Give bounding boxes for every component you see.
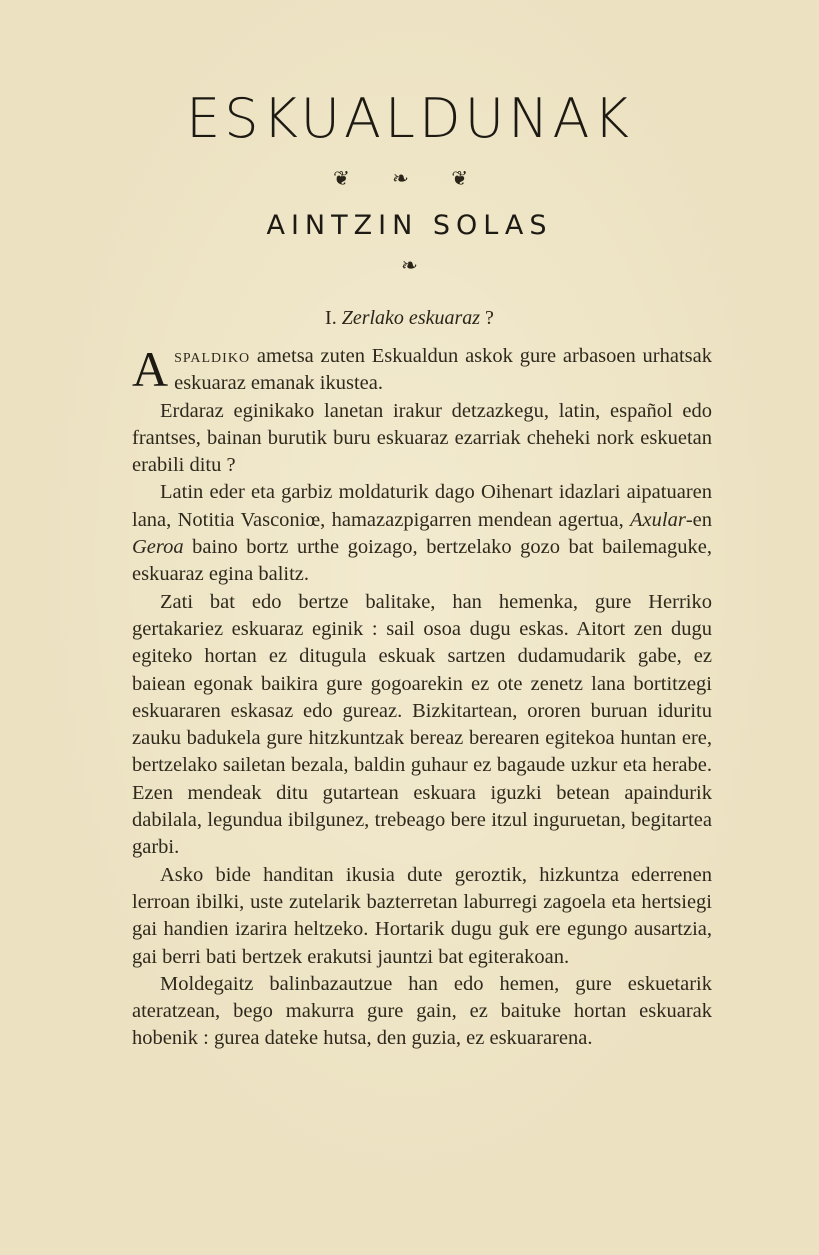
section-number: I. [325,307,337,329]
paragraph-3-text-c: baino bortz urthe goizago, bertzelako gozo bat bailemaguke, eskuaraz egina balitz. [132,536,712,586]
section-mark: ? [485,307,494,329]
paragraph-1 [132,343,712,398]
italic-geroa: Geroa [132,536,184,559]
paragraph-1-text: ametsa zuten Eskualdun askok gure arbasoen urhatsak eskuaraz emanak ikustea. [174,345,712,395]
chapter-subtitle: AINTZIN SOLAS [266,210,553,241]
paragraph-3-text-b: -en [685,508,712,531]
section-heading [0,307,819,330]
italic-axular: Axular [630,508,686,531]
drop-cap: A [132,341,169,397]
ornament-top: ❦ ❧ ❦ [333,166,486,190]
paragraph-4: Zati bat edo bertze balitake, han hemenka, gure Herriko gertakariez eskuaraz eginik : sail osoa dugu eskas. Aitort zen dugu egiteko hortan ez ditugula eskuak sartzen dudamudarik gabe, ez baiean egonak baikira gure gogoarekin ez ote zenetz lana bortitzegi eskuararen eskasaz edo gureaz. Bizkitartean, ororen buruan iduritu zauku badukela gure hitzkuntzak bereaz berearen egitekoa huntan ere, bertzelako sailetan bezala, baldin guhaur ez bagaude uzkur eta herabe. Ezen mendeak ditu gutartean eskuara iguzki betean apaindurik dabilala, legundua ibilgunez, trebeago bere itzul inguruetan, begitartea garbi. [132,590,712,859]
page-title: ESKUALDUNAK [186,87,633,150]
paragraph-3-text-a: Latin eder eta garbiz moldaturik dago Oihenart idazlari aipatuaren lana, Notitia Vasconiœ, hamazazpigarren mendean agertua, [132,481,712,531]
ornament-bottom: ❧ [401,253,418,277]
small-caps-word: spaldiko [174,345,251,367]
paragraph-5: Asko bide handitan ikusia dute geroztik, hizkuntza ederrenen lerroan ibilki, uste zutelarik bazterretan laburregi zagoela eta hertsiegi gai handien izarira heltzeko. Hortarik dugu guk ere egungo ausartzia, gai berri bati bertzek erakutsi jauntzi bat egiterakoan. [132,863,712,968]
section-title: Zerlako eskuaraz [341,307,481,329]
paragraph-6: Moldegaitz balinbazautzue han edo hemen, gure eskuetarik ateratzean, bego makurra gure gain, ez baituke hortan eskuarak hobenik : gurea dateke hutsa, den guzia, ez eskuararena. [132,972,712,1050]
paragraph-3 [132,479,712,588]
paragraph-2: Erdaraz eginikako lanetan irakur detzazkegu, latin, español edo frantses, bainan burutik buru eskuaraz ezarriak cheheki nork eskuetan erabili ditu ? [132,399,712,477]
body-text [132,343,712,1053]
